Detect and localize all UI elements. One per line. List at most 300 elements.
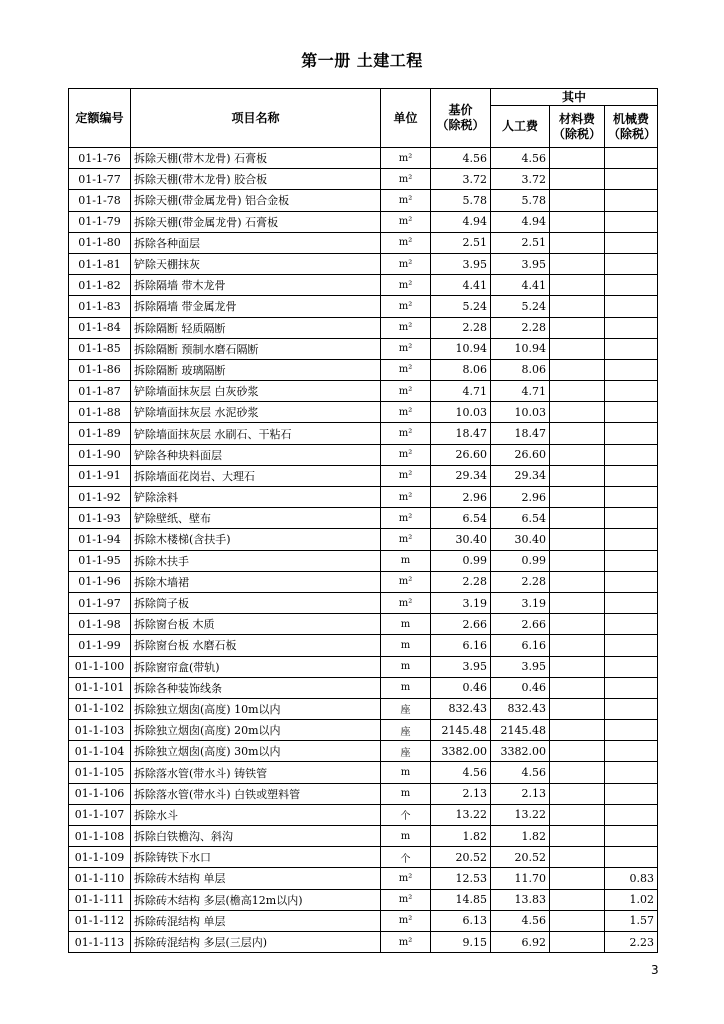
cell-material [550,402,605,423]
cell-code: 01-1-84 [69,317,131,338]
cell-material [550,275,605,296]
cell-material [550,783,605,804]
cell-base-price: 10.94 [431,338,491,359]
cell-base-price: 12.53 [431,868,491,889]
cell-unit: m [381,826,431,847]
cell-code: 01-1-77 [69,169,131,190]
cell-machine [605,381,658,402]
cell-name: 铲除涂料 [131,487,381,508]
cell-machine [605,169,658,190]
cell-material [550,571,605,592]
cell-code: 01-1-78 [69,190,131,211]
cell-code: 01-1-111 [69,889,131,910]
cell-material [550,148,605,169]
cell-material [550,529,605,550]
cell-base-price: 6.54 [431,508,491,529]
cell-code: 01-1-92 [69,487,131,508]
cell-unit: m² [381,232,431,253]
cell-material [550,550,605,571]
cell-labor: 4.56 [491,762,550,783]
header-unit: 单位 [381,89,431,148]
cell-unit: m² [381,508,431,529]
cell-labor: 13.83 [491,889,550,910]
cell-material [550,656,605,677]
cell-base-price: 2.66 [431,614,491,635]
cell-labor: 3.72 [491,169,550,190]
cell-base-price: 26.60 [431,444,491,465]
cell-code: 01-1-89 [69,423,131,444]
cell-code: 01-1-98 [69,614,131,635]
cell-unit: 座 [381,741,431,762]
table-row [69,762,658,783]
cell-machine [605,571,658,592]
cell-unit: m² [381,529,431,550]
cell-code: 01-1-112 [69,910,131,931]
cell-code: 01-1-105 [69,762,131,783]
table-row [69,487,658,508]
cell-machine [605,635,658,656]
cell-material [550,296,605,317]
cell-material [550,465,605,486]
cell-base-price: 10.03 [431,402,491,423]
table-row [69,275,658,296]
cell-machine [605,508,658,529]
cell-name: 拆除砖木结构 单层 [131,868,381,889]
cell-name: 拆除隔断 玻璃隔断 [131,359,381,380]
cell-base-price: 2.96 [431,487,491,508]
header-labor: 人工费 [491,106,550,148]
cell-code: 01-1-95 [69,550,131,571]
table-row [69,508,658,529]
cell-labor: 3.95 [491,656,550,677]
cell-name: 拆除木楼梯(含扶手) [131,529,381,550]
cell-material [550,868,605,889]
cell-labor: 10.94 [491,338,550,359]
cell-material [550,889,605,910]
cell-material [550,169,605,190]
cell-name: 拆除天棚(带金属龙骨) 铝合金板 [131,190,381,211]
cell-code: 01-1-99 [69,635,131,656]
table-row [69,783,658,804]
cell-labor: 0.99 [491,550,550,571]
table-row [69,868,658,889]
cell-material [550,508,605,529]
cell-base-price: 8.06 [431,359,491,380]
header-base-price-text: 基价 （除税） [436,103,485,132]
header-name: 项目名称 [131,89,381,148]
cell-name: 拆除各种装饰线条 [131,677,381,698]
table-row [69,296,658,317]
header-base-price [431,89,491,148]
cell-code: 01-1-109 [69,847,131,868]
cell-code: 01-1-97 [69,592,131,613]
cell-code: 01-1-108 [69,826,131,847]
cell-unit: m² [381,889,431,910]
cell-machine [605,487,658,508]
cell-labor: 2.28 [491,571,550,592]
cell-code: 01-1-91 [69,465,131,486]
cell-name: 拆除铸铁下水口 [131,847,381,868]
cell-machine [605,275,658,296]
cell-labor: 4.56 [491,910,550,931]
cell-code: 01-1-82 [69,275,131,296]
cell-unit: m² [381,487,431,508]
cell-code: 01-1-107 [69,804,131,825]
table-row [69,465,658,486]
cell-unit: m [381,762,431,783]
cell-unit: m² [381,253,431,274]
cell-name: 拆除砖混结构 单层 [131,910,381,931]
cell-code: 01-1-94 [69,529,131,550]
cell-machine [605,783,658,804]
cell-name: 铲除各种块料面层 [131,444,381,465]
table-row [69,381,658,402]
table-row [69,614,658,635]
cell-material [550,931,605,952]
table-row [69,847,658,868]
cell-material [550,720,605,741]
cell-machine [605,550,658,571]
cell-machine [605,148,658,169]
cell-unit: 个 [381,847,431,868]
cell-base-price: 6.13 [431,910,491,931]
cell-machine: 2.23 [605,931,658,952]
cell-machine [605,847,658,868]
table-row [69,720,658,741]
cell-unit: m [381,783,431,804]
cell-labor: 26.60 [491,444,550,465]
cell-base-price: 20.52 [431,847,491,868]
cell-labor: 2.66 [491,614,550,635]
table-row [69,804,658,825]
cell-labor: 3.95 [491,253,550,274]
cell-base-price: 2.28 [431,317,491,338]
cell-labor: 2.13 [491,783,550,804]
cell-labor: 2145.48 [491,720,550,741]
cell-unit: m² [381,402,431,423]
page-number: 3 [651,963,659,977]
cell-name: 拆除窗台板 水磨石板 [131,635,381,656]
cell-labor: 11.70 [491,868,550,889]
cell-labor: 6.54 [491,508,550,529]
cell-code: 01-1-106 [69,783,131,804]
cell-machine [605,402,658,423]
cell-material [550,381,605,402]
cell-machine: 1.02 [605,889,658,910]
cell-unit: m² [381,359,431,380]
header-material [550,106,605,148]
table-row [69,889,658,910]
cell-name: 拆除筒子板 [131,592,381,613]
header-machine-text: 机械费 （除税） [608,111,657,141]
cell-material [550,635,605,656]
page-title: 第一册 土建工程 [301,51,423,70]
table-row [69,698,658,719]
cell-unit: m² [381,169,431,190]
cell-material [550,847,605,868]
cell-labor: 5.24 [491,296,550,317]
cell-base-price: 29.34 [431,465,491,486]
cell-name: 拆除砖木结构 多层(檐高12m以内) [131,889,381,910]
cell-name: 拆除墙面花岗岩、大理石 [131,465,381,486]
cell-base-price: 2.51 [431,232,491,253]
cell-machine [605,423,658,444]
cell-machine [605,190,658,211]
cell-machine [605,465,658,486]
cell-base-price: 0.46 [431,677,491,698]
cell-base-price: 18.47 [431,423,491,444]
cell-machine [605,253,658,274]
cell-machine [605,317,658,338]
cell-machine [605,444,658,465]
table-row [69,317,658,338]
cell-labor: 2.96 [491,487,550,508]
cell-labor: 1.82 [491,826,550,847]
cell-unit: m² [381,381,431,402]
table-row [69,635,658,656]
cell-labor: 4.71 [491,381,550,402]
cell-name: 拆除独立烟囱(高度) 30m以内 [131,741,381,762]
cell-code: 01-1-113 [69,931,131,952]
cell-name: 拆除天棚(带金属龙骨) 石膏板 [131,211,381,232]
cell-unit: m² [381,592,431,613]
cell-machine: 0.83 [605,868,658,889]
cell-base-price: 5.78 [431,190,491,211]
quota-table [68,88,658,953]
table-row [69,677,658,698]
cell-material [550,211,605,232]
table-row [69,338,658,359]
cell-name: 拆除天棚(带木龙骨) 胶合板 [131,169,381,190]
cell-base-price: 30.40 [431,529,491,550]
table-row [69,148,658,169]
table-row [69,211,658,232]
header-machine [605,106,658,148]
cell-material [550,338,605,359]
cell-machine [605,656,658,677]
table-row [69,741,658,762]
header-material-text: 材料费 （除税） [553,111,602,141]
cell-labor: 20.52 [491,847,550,868]
cell-base-price: 3.72 [431,169,491,190]
cell-unit: m [381,656,431,677]
header-group: 其中 [491,89,658,106]
cell-code: 01-1-90 [69,444,131,465]
cell-machine [605,762,658,783]
cell-material [550,253,605,274]
cell-code: 01-1-93 [69,508,131,529]
cell-material [550,698,605,719]
cell-machine [605,296,658,317]
cell-material [550,487,605,508]
cell-machine [605,211,658,232]
table-row [69,169,658,190]
cell-code: 01-1-104 [69,741,131,762]
table-row [69,592,658,613]
cell-unit: 座 [381,698,431,719]
cell-name: 铲除墙面抹灰层 水泥砂浆 [131,402,381,423]
cell-name: 拆除窗台板 木质 [131,614,381,635]
table-row [69,190,658,211]
cell-labor: 4.56 [491,148,550,169]
cell-code: 01-1-80 [69,232,131,253]
cell-labor: 29.34 [491,465,550,486]
cell-code: 01-1-85 [69,338,131,359]
cell-material [550,359,605,380]
cell-material [550,232,605,253]
cell-material [550,592,605,613]
table-row [69,529,658,550]
cell-code: 01-1-87 [69,381,131,402]
cell-material [550,826,605,847]
cell-base-price: 9.15 [431,931,491,952]
cell-machine [605,826,658,847]
cell-name: 拆除木扶手 [131,550,381,571]
cell-base-price: 3.19 [431,592,491,613]
cell-labor: 18.47 [491,423,550,444]
cell-labor: 4.41 [491,275,550,296]
cell-code: 01-1-79 [69,211,131,232]
table-row [69,359,658,380]
cell-base-price: 4.71 [431,381,491,402]
cell-name: 拆除木墙裙 [131,571,381,592]
cell-material [550,910,605,931]
cell-labor: 832.43 [491,698,550,719]
header-code: 定额编号 [69,89,131,148]
cell-base-price: 4.94 [431,211,491,232]
cell-machine [605,338,658,359]
table-row [69,402,658,423]
cell-code: 01-1-81 [69,253,131,274]
cell-unit: m² [381,275,431,296]
cell-labor: 6.92 [491,931,550,952]
cell-name: 拆除天棚(带木龙骨) 石膏板 [131,148,381,169]
cell-unit: 个 [381,804,431,825]
cell-unit: m² [381,931,431,952]
cell-machine: 1.57 [605,910,658,931]
cell-name: 拆除隔墙 带木龙骨 [131,275,381,296]
cell-machine [605,529,658,550]
cell-code: 01-1-86 [69,359,131,380]
cell-code: 01-1-103 [69,720,131,741]
cell-name: 拆除独立烟囱(高度) 10m以内 [131,698,381,719]
cell-name: 拆除水斗 [131,804,381,825]
table-row [69,253,658,274]
cell-unit: m² [381,571,431,592]
table-row [69,656,658,677]
cell-machine [605,741,658,762]
cell-code: 01-1-110 [69,868,131,889]
cell-labor: 30.40 [491,529,550,550]
cell-material [550,762,605,783]
cell-base-price: 14.85 [431,889,491,910]
table-row [69,444,658,465]
cell-labor: 5.78 [491,190,550,211]
table-body [69,148,658,953]
cell-name: 拆除砖混结构 多层(三层内) [131,931,381,952]
cell-machine [605,359,658,380]
cell-unit: m² [381,317,431,338]
cell-unit: m [381,550,431,571]
cell-material [550,423,605,444]
cell-labor: 13.22 [491,804,550,825]
cell-unit: m² [381,338,431,359]
cell-labor: 8.06 [491,359,550,380]
cell-name: 拆除隔墙 带金属龙骨 [131,296,381,317]
cell-machine [605,720,658,741]
cell-labor: 6.16 [491,635,550,656]
cell-code: 01-1-102 [69,698,131,719]
cell-base-price: 2145.48 [431,720,491,741]
cell-name: 拆除隔断 预制水磨石隔断 [131,338,381,359]
cell-name: 铲除壁纸、壁布 [131,508,381,529]
cell-base-price: 3.95 [431,253,491,274]
cell-labor: 3.19 [491,592,550,613]
cell-code: 01-1-83 [69,296,131,317]
cell-machine [605,614,658,635]
cell-base-price: 4.41 [431,275,491,296]
cell-labor: 0.46 [491,677,550,698]
cell-material [550,317,605,338]
cell-unit: m² [381,190,431,211]
cell-name: 拆除白铁檐沟、斜沟 [131,826,381,847]
cell-name: 拆除独立烟囱(高度) 20m以内 [131,720,381,741]
cell-machine [605,677,658,698]
cell-unit: m² [381,148,431,169]
cell-name: 拆除窗帘盒(带轨) [131,656,381,677]
cell-labor: 2.51 [491,232,550,253]
cell-name: 铲除墙面抹灰层 水刷石、干粘石 [131,423,381,444]
cell-base-price: 13.22 [431,804,491,825]
cell-unit: m [381,677,431,698]
cell-material [550,804,605,825]
cell-base-price: 4.56 [431,148,491,169]
cell-unit: m² [381,211,431,232]
table-row [69,571,658,592]
cell-labor: 2.28 [491,317,550,338]
cell-base-price: 3382.00 [431,741,491,762]
cell-material [550,741,605,762]
cell-code: 01-1-88 [69,402,131,423]
cell-unit: m² [381,444,431,465]
table-row [69,826,658,847]
cell-machine [605,232,658,253]
cell-material [550,614,605,635]
cell-unit: 座 [381,720,431,741]
cell-code: 01-1-100 [69,656,131,677]
table-row [69,423,658,444]
table-row [69,550,658,571]
cell-unit: m² [381,296,431,317]
cell-unit: m [381,635,431,656]
cell-labor: 3382.00 [491,741,550,762]
cell-machine [605,698,658,719]
cell-machine [605,804,658,825]
cell-unit: m² [381,868,431,889]
table-row [69,232,658,253]
cell-labor: 4.94 [491,211,550,232]
cell-name: 拆除落水管(带水斗) 铸铁管 [131,762,381,783]
table-row [69,931,658,952]
cell-name: 铲除墙面抹灰层 白灰砂浆 [131,381,381,402]
cell-base-price: 0.99 [431,550,491,571]
cell-material [550,677,605,698]
cell-material [550,444,605,465]
table-row [69,910,658,931]
cell-base-price: 6.16 [431,635,491,656]
cell-base-price: 2.28 [431,571,491,592]
cell-base-price: 5.24 [431,296,491,317]
